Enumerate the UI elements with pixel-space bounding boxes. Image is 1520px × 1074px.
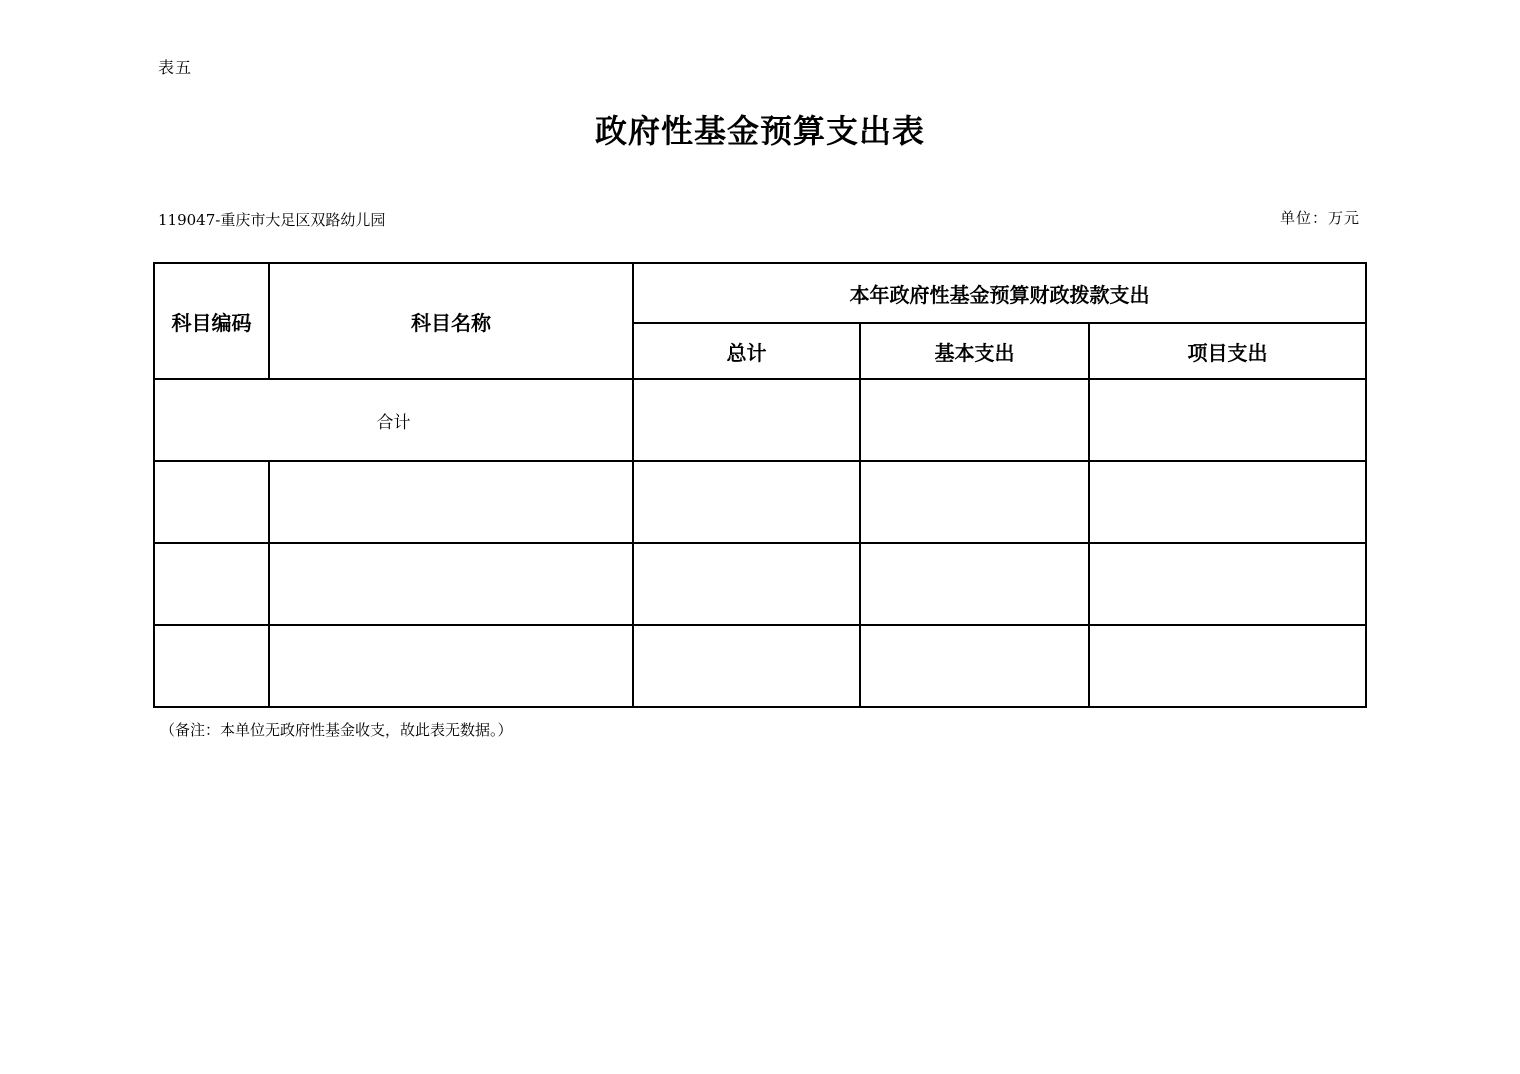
total-cell (633, 625, 860, 707)
project-cell (1089, 625, 1366, 707)
name-cell (269, 461, 633, 543)
total-basic-cell (860, 379, 1089, 461)
total-cell (633, 543, 860, 625)
code-cell (154, 461, 269, 543)
table-row (154, 625, 1366, 707)
code-cell (154, 625, 269, 707)
name-cell (269, 625, 633, 707)
basic-cell (860, 625, 1089, 707)
budget-table (153, 262, 1367, 708)
total-project-cell (1089, 379, 1366, 461)
header-basic: 基本支出 (860, 323, 1089, 379)
header-group: 本年政府性基金预算财政拨款支出 (633, 263, 1366, 323)
name-cell (269, 543, 633, 625)
organization-label: 119047-重庆市大足区双路幼儿园 (158, 211, 386, 229)
project-cell (1089, 543, 1366, 625)
header-code: 科目编码 (154, 263, 269, 379)
basic-cell (860, 543, 1089, 625)
code-cell (154, 543, 269, 625)
unit-label: 单位：万元 (1279, 209, 1360, 227)
page-title: 政府性基金预算支出表 (594, 112, 925, 150)
total-label: 合计 (154, 379, 633, 461)
total-row (154, 379, 1366, 461)
header-row-1 (154, 263, 1366, 323)
table-row (154, 543, 1366, 625)
footnote: （备注：本单位无政府性基金收支，故此表无数据。） (160, 721, 513, 739)
header-name: 科目名称 (269, 263, 633, 379)
total-total-cell (633, 379, 860, 461)
project-cell (1089, 461, 1366, 543)
total-cell (633, 461, 860, 543)
table-number: 表五 (158, 58, 193, 77)
table-row (154, 461, 1366, 543)
header-project: 项目支出 (1089, 323, 1366, 379)
basic-cell (860, 461, 1089, 543)
header-total: 总计 (633, 323, 860, 379)
